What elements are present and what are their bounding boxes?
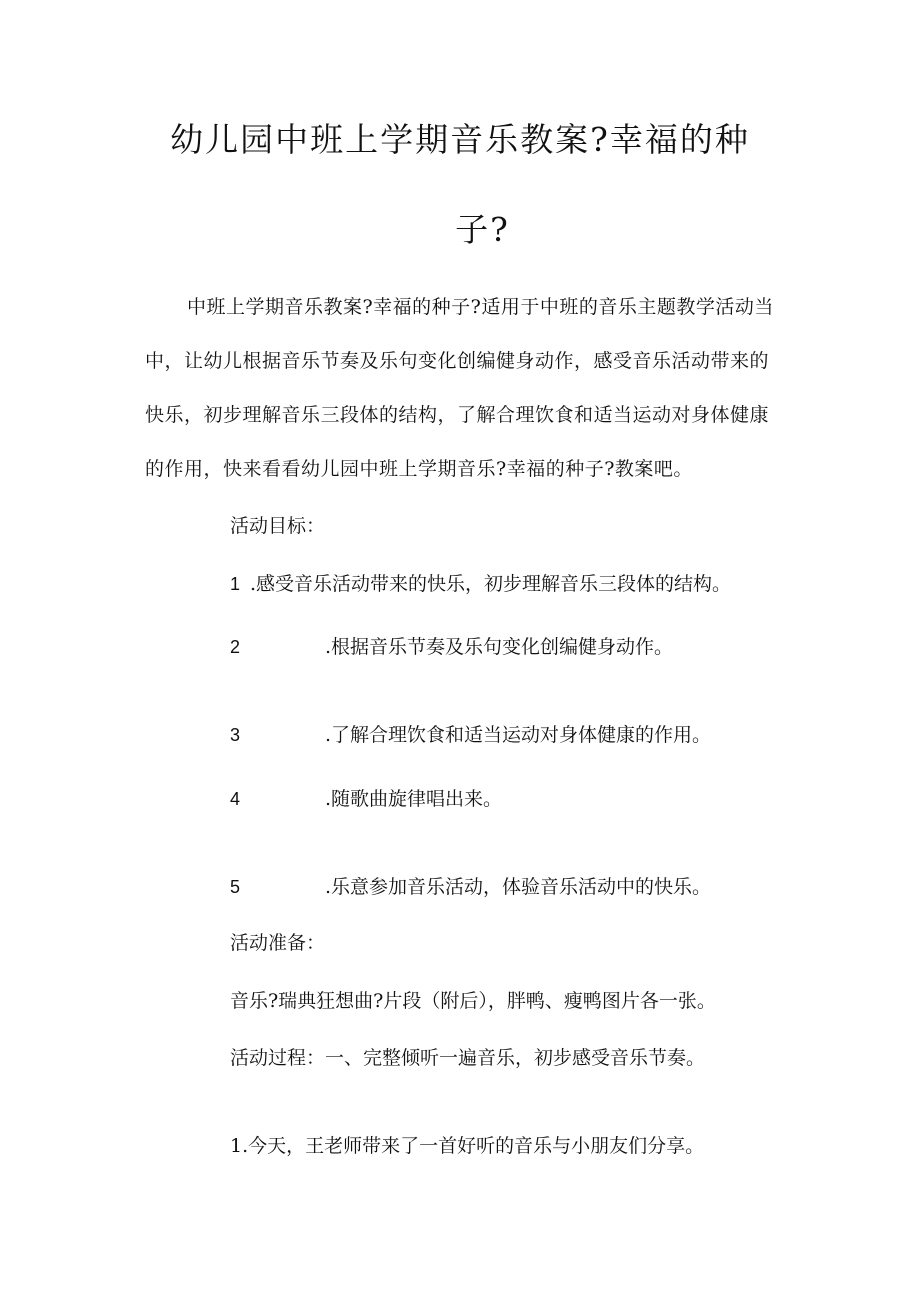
step-1-text: 1.今天，王老师带来了一首好听的音乐与小朋友们分享。 bbox=[230, 1135, 705, 1157]
goal-text-3: .了解合理饮食和适当运动对身体健康的作用。 bbox=[325, 724, 712, 746]
goal-number-1: 1 bbox=[230, 574, 241, 594]
goals-heading: 活动目标： bbox=[230, 515, 326, 537]
title-line2-text: 子? bbox=[455, 210, 510, 249]
goal-text-2: .根据音乐节奏及乐句变化创编健身动作。 bbox=[325, 636, 674, 658]
document-title-line2 bbox=[0, 210, 920, 250]
goal-number-2: 2 bbox=[230, 637, 241, 657]
prep-heading: 活动准备： bbox=[230, 932, 326, 954]
process-line: 活动过程：一、完整倾听一遍音乐，初步感受音乐节奏。 bbox=[230, 1047, 706, 1069]
goal-number-3: 3 bbox=[230, 725, 241, 745]
goal-text-5: .乐意参加音乐活动，体验音乐活动中的快乐。 bbox=[325, 876, 712, 898]
prep-text: 音乐?瑞典狂想曲?片段（附后），胖鸭、瘦鸭图片各一张。 bbox=[230, 990, 716, 1012]
goal-text-4: .随歌曲旋律唱出来。 bbox=[325, 788, 503, 810]
goal-number-5: 5 bbox=[230, 877, 241, 897]
goal-number-4: 4 bbox=[230, 789, 241, 809]
goal-text-1: .感受音乐活动带来的快乐，初步理解音乐三段体的结构。 bbox=[250, 573, 732, 595]
intro-paragraph: 中班上学期音乐教案?幸福的种子?适用于中班的音乐主题教学活动当中，让幼儿根据音乐节奏及乐句变化创编健身动作，感受音乐活动带来的快乐，初步理解音乐三段体的结构，了解合理饮食和适当运动对身体健康的作用，快来看看幼儿园中班上学期音乐?幸福的种子?教案吧。 bbox=[145, 296, 774, 480]
document-title-line1: 幼儿园中班上学期音乐教案?幸福的种 bbox=[170, 120, 750, 159]
